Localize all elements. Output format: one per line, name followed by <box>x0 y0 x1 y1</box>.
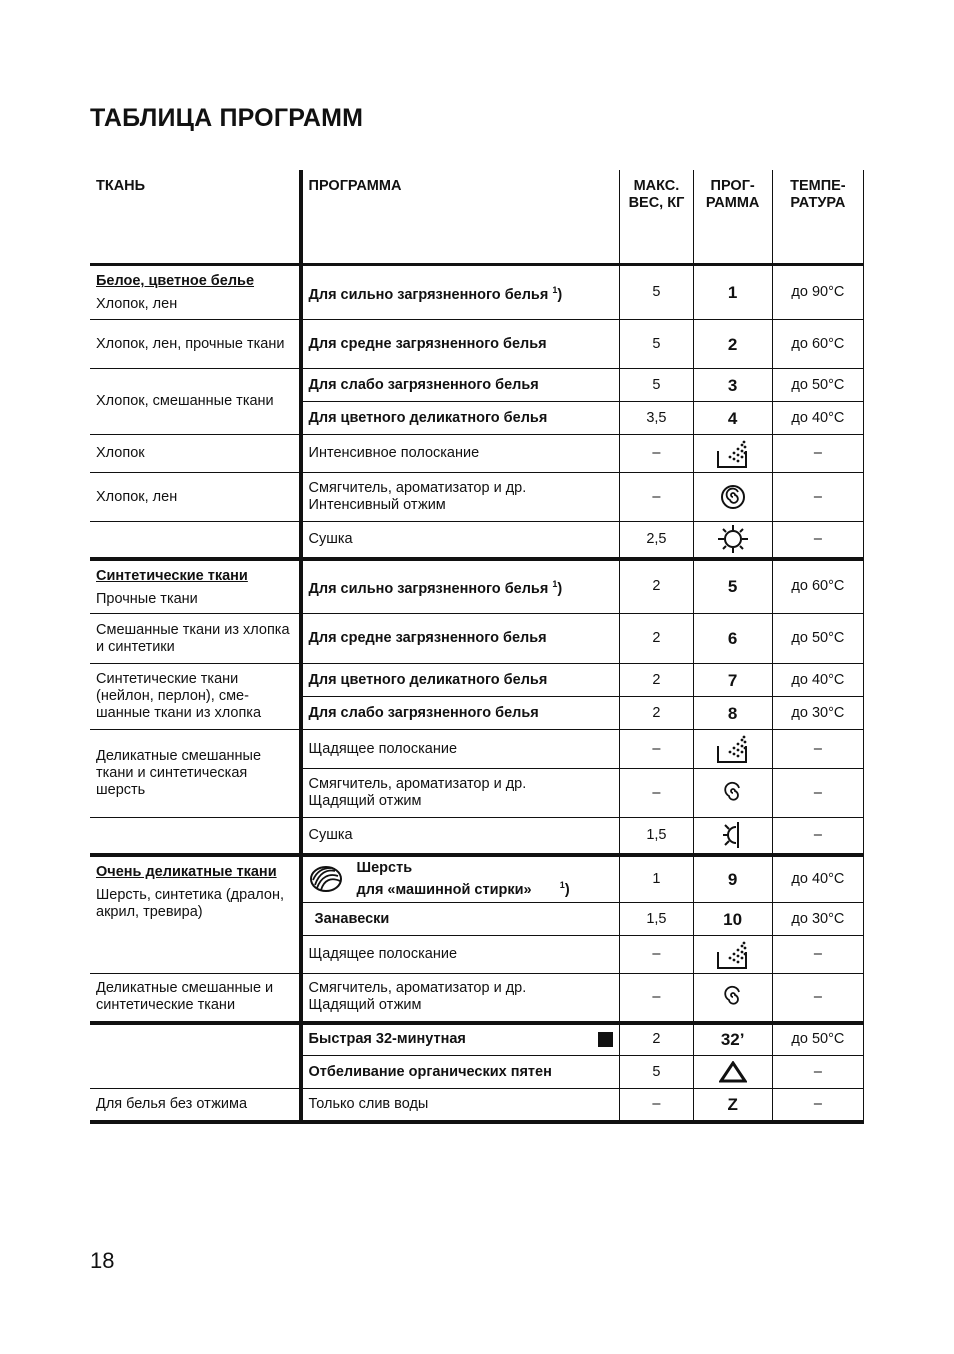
program-cell: Для слабо загрязненного белья <box>301 697 620 730</box>
program-cell: Щадящее полоскание <box>301 730 620 769</box>
temp-cell: до 50°C <box>772 369 863 402</box>
header-temperature: ТЕМПЕ- РАТУРА <box>772 170 863 265</box>
program-cell: Для слабо загрязненного белья <box>301 369 620 402</box>
fabric-cell: Для белья без отжима <box>90 1089 301 1122</box>
rinse-icon <box>716 439 750 469</box>
table-row <box>90 1023 864 1056</box>
temp-cell: до 60°C <box>772 559 863 614</box>
temp-cell: – <box>772 974 863 1023</box>
prog-icon-cell <box>693 730 772 769</box>
weight-cell: 2 <box>620 559 693 614</box>
fabric-cell: Хлопок <box>90 435 301 473</box>
fabric-cell <box>90 818 301 855</box>
program-cell: Для средне загрязненного белья <box>301 320 620 369</box>
weight-cell: – <box>620 1089 693 1122</box>
temp-cell: – <box>772 1089 863 1122</box>
prog-number-cell: 9 <box>693 855 772 903</box>
fabric-cell: Деликатные смешанные и синтетические ткани <box>90 974 301 1023</box>
weight-cell: – <box>620 473 693 522</box>
header-fabric: ТКАНЬ <box>90 170 301 265</box>
table-row <box>90 435 864 473</box>
weight-cell: 5 <box>620 369 693 402</box>
page-title: ТАБЛИЦА ПРОГРАММ <box>90 104 364 132</box>
table-row <box>90 369 864 402</box>
temp-cell: до 50°C <box>772 614 863 664</box>
fabric-cell: Смешанные ткани из хлопка и синтетики <box>90 614 301 664</box>
weight-cell: 1 <box>620 855 693 903</box>
weight-cell: 2,5 <box>620 522 693 559</box>
section-title: Синтетические ткани <box>96 567 248 584</box>
prog-icon-cell <box>693 435 772 473</box>
weight-cell: – <box>620 769 693 818</box>
table-row <box>90 855 864 903</box>
weight-cell: 2 <box>620 697 693 730</box>
temp-cell: – <box>772 818 863 855</box>
fabric-cell: Очень деликатные ткани Шерсть, синтетика (дралон, акрил, тревира) <box>90 855 301 974</box>
header-program: ПРОГРАММА <box>301 170 620 265</box>
program-cell: Сушка <box>301 522 620 559</box>
table-row <box>90 664 864 697</box>
program-cell: Отбеливание органических пятен <box>301 1056 620 1089</box>
fabric-cell: Деликатные смешанные ткани и синтетическая шерсть <box>90 730 301 818</box>
prog-number-cell: Z <box>693 1089 772 1122</box>
prog-number-cell: 5 <box>693 559 772 614</box>
temp-cell: до 90°C <box>772 265 863 320</box>
temp-cell: до 40°C <box>772 664 863 697</box>
fabric-cell: Белое, цветное белье Хлопок, лен <box>90 265 301 320</box>
fabric-cell: Хлопок, смешанные ткани <box>90 369 301 435</box>
program-cell: Для сильно загрязненного белья $^1$) <box>301 559 620 614</box>
table-row <box>90 974 864 1023</box>
prog-icon-cell <box>693 522 772 559</box>
spin-intensive-icon <box>720 484 746 510</box>
fabric-cell <box>90 1023 301 1089</box>
temp-cell: – <box>772 473 863 522</box>
table-row <box>90 818 864 855</box>
rinse-icon <box>716 734 750 764</box>
table-row <box>90 473 864 522</box>
program-cell: Смягчитель, ароматизатор и др. Щадящий отжим <box>301 974 620 1023</box>
weight-cell: – <box>620 974 693 1023</box>
weight-cell: 1,5 <box>620 903 693 936</box>
temp-cell: до 40°C <box>772 855 863 903</box>
program-cell: Интенсивное полоскание <box>301 435 620 473</box>
program-cell: Занавески <box>301 903 620 936</box>
temp-cell: – <box>772 1056 863 1089</box>
table-row <box>90 1089 864 1122</box>
program-cell: Только слив воды <box>301 1089 620 1122</box>
weight-cell: – <box>620 435 693 473</box>
table-row <box>90 559 864 614</box>
weight-cell: 1,5 <box>620 818 693 855</box>
prog-icon-cell <box>693 473 772 522</box>
fabric-cell: Хлопок, лен <box>90 473 301 522</box>
temp-cell: до 50°C <box>772 1023 863 1056</box>
page-number: 18 <box>90 1248 115 1273</box>
program-table <box>90 170 864 1124</box>
table-header-row <box>90 170 864 265</box>
quick-program-square-icon <box>598 1032 613 1047</box>
header-weight: МАКС. ВЕС, КГ <box>620 170 693 265</box>
table-row <box>90 522 864 559</box>
table-row <box>90 730 864 769</box>
temp-cell: – <box>772 522 863 559</box>
rinse-icon <box>716 940 750 970</box>
program-cell: Смягчитель, ароматизатор и др. Интенсивный отжим <box>301 473 620 522</box>
program-cell: Для цветного деликатного белья <box>301 664 620 697</box>
temp-cell: – <box>772 769 863 818</box>
temp-cell: – <box>772 936 863 974</box>
weight-cell: 5 <box>620 1056 693 1089</box>
weight-cell: 2 <box>620 1023 693 1056</box>
temp-cell: до 60°C <box>772 320 863 369</box>
temp-cell: до 30°C <box>772 697 863 730</box>
weight-cell: 3,5 <box>620 402 693 435</box>
fabric-cell: Хлопок, лен, прочные ткани <box>90 320 301 369</box>
section-title: Белое, цветное белье <box>96 273 255 289</box>
prog-number-cell: 10 <box>693 903 772 936</box>
prog-number-cell: 3 <box>693 369 772 402</box>
fabric-cell <box>90 522 301 559</box>
section-title: Очень деликатные ткани <box>96 863 277 880</box>
program-cell: Для средне загрязненного белья <box>301 614 620 664</box>
weight-cell: 5 <box>620 265 693 320</box>
table-row <box>90 265 864 320</box>
drying-gentle-icon <box>722 820 744 850</box>
weight-cell: – <box>620 936 693 974</box>
prog-icon-cell <box>693 1056 772 1089</box>
program-cell: Для сильно загрязненного белья $^1$) <box>301 265 620 320</box>
program-cell: Сушка <box>301 818 620 855</box>
prog-icon-cell <box>693 974 772 1023</box>
prog-number-cell: 8 <box>693 697 772 730</box>
prog-icon-cell <box>693 769 772 818</box>
spin-gentle-icon <box>722 985 744 1009</box>
program-cell: Щадящее полоскание <box>301 936 620 974</box>
prog-number-cell: 1 <box>693 265 772 320</box>
fabric-cell: Синтетические ткани Прочные ткани <box>90 559 301 614</box>
fabric-cell: Синтетические ткани (нейлон, перлон), сме- шанные ткани из хлопка <box>90 664 301 730</box>
weight-cell: – <box>620 730 693 769</box>
weight-cell: 2 <box>620 614 693 664</box>
temp-cell: до 40°C <box>772 402 863 435</box>
prog-icon-cell <box>693 818 772 855</box>
spin-gentle-icon <box>722 781 744 805</box>
temp-cell: до 30°C <box>772 903 863 936</box>
program-cell: Для цветного деликатного белья <box>301 402 620 435</box>
table-row <box>90 614 864 664</box>
prog-icon-cell <box>693 936 772 974</box>
weight-cell: 2 <box>620 664 693 697</box>
triangle-icon <box>719 1061 747 1083</box>
wool-icon <box>309 865 343 893</box>
prog-number-cell: 2 <box>693 320 772 369</box>
program-cell: Быстрая 32-минутная <box>301 1023 620 1056</box>
temp-cell: – <box>772 435 863 473</box>
drying-icon <box>717 524 749 554</box>
weight-cell: 5 <box>620 320 693 369</box>
prog-number-cell: 32’ <box>693 1023 772 1056</box>
program-cell: Шерсть для «машинной стирки» $^1$) <box>301 855 620 903</box>
prog-number-cell: 6 <box>693 614 772 664</box>
program-cell: Смягчитель, ароматизатор и др. Щадящий отжим <box>301 769 620 818</box>
prog-number-cell: 7 <box>693 664 772 697</box>
table-row <box>90 320 864 369</box>
temp-cell: – <box>772 730 863 769</box>
prog-number-cell: 4 <box>693 402 772 435</box>
header-prog-number: ПРОГ- РАММА <box>693 170 772 265</box>
